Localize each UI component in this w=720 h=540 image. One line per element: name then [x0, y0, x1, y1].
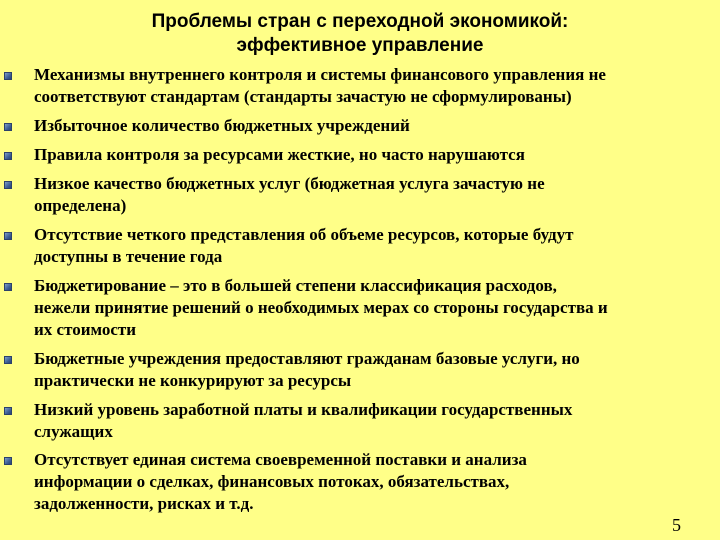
bullet-text — [34, 115, 716, 137]
square-bullet-icon — [4, 407, 12, 415]
bullet-line: их стоимости — [34, 320, 137, 339]
square-bullet-icon — [4, 181, 12, 189]
bullet-line: практически не конкурируют за ресурсы — [34, 371, 352, 390]
bullet-line: Отсутствует единая система своевременной поставки и анализа — [34, 450, 527, 469]
bullet-line: служащих — [34, 422, 113, 441]
bullet-text — [34, 348, 716, 392]
bullet-line: нежели принятие решений о необходимых мерах со стороны государства и — [34, 298, 608, 317]
bullet-line: Отсутствие четкого представления об объеме ресурсов, которые будут — [34, 225, 574, 244]
square-bullet-icon — [4, 152, 12, 160]
bullet-text — [34, 64, 716, 108]
bullet-line: задолженности, рисках и т.д. — [34, 494, 254, 513]
bullet-line: Низкий уровень заработной платы и квалификации государственных — [34, 400, 573, 419]
bullet-line: Бюджетирование – это в большей степени классификация расходов, — [34, 276, 557, 295]
square-bullet-icon — [4, 457, 12, 465]
slide-title — [100, 10, 620, 58]
bullet-line: Бюджетные учреждения предоставляют гражданам базовые услуги, но — [34, 349, 580, 368]
bullet-line: Избыточное количество бюджетных учреждений — [34, 116, 410, 135]
bullet-line: Механизмы внутреннего контроля и системы финансового управления не — [34, 65, 606, 84]
bullet-line: определена) — [34, 196, 127, 215]
bullet-text — [34, 173, 716, 217]
square-bullet-icon — [4, 356, 12, 364]
square-bullet-icon — [4, 72, 12, 80]
bullet-text — [34, 399, 716, 443]
bullet-line: Низкое качество бюджетных услуг (бюджетная услуга зачастую не — [34, 174, 545, 193]
slide-title-line-2: эффективное управление — [236, 35, 484, 56]
bullet-text — [34, 144, 716, 166]
bullet-line: доступны в течение года — [34, 247, 223, 266]
bullet-text — [34, 275, 716, 341]
bullet-line: Правила контроля за ресурсами жесткие, но часто нарушаются — [34, 145, 525, 164]
bullet-line: соответствуют стандартам (стандарты зачастую не сформулированы) — [34, 87, 572, 106]
square-bullet-icon — [4, 232, 12, 240]
square-bullet-icon — [4, 123, 12, 131]
bullet-text — [34, 449, 716, 515]
bullet-line: информации о сделках, финансовых потоках, обязательствах, — [34, 472, 510, 491]
bullet-text — [34, 224, 716, 268]
page-number: 5 — [672, 515, 681, 535]
slide-title-line-1: Проблемы стран с переходной экономикой: — [151, 11, 569, 32]
square-bullet-icon — [4, 283, 12, 291]
